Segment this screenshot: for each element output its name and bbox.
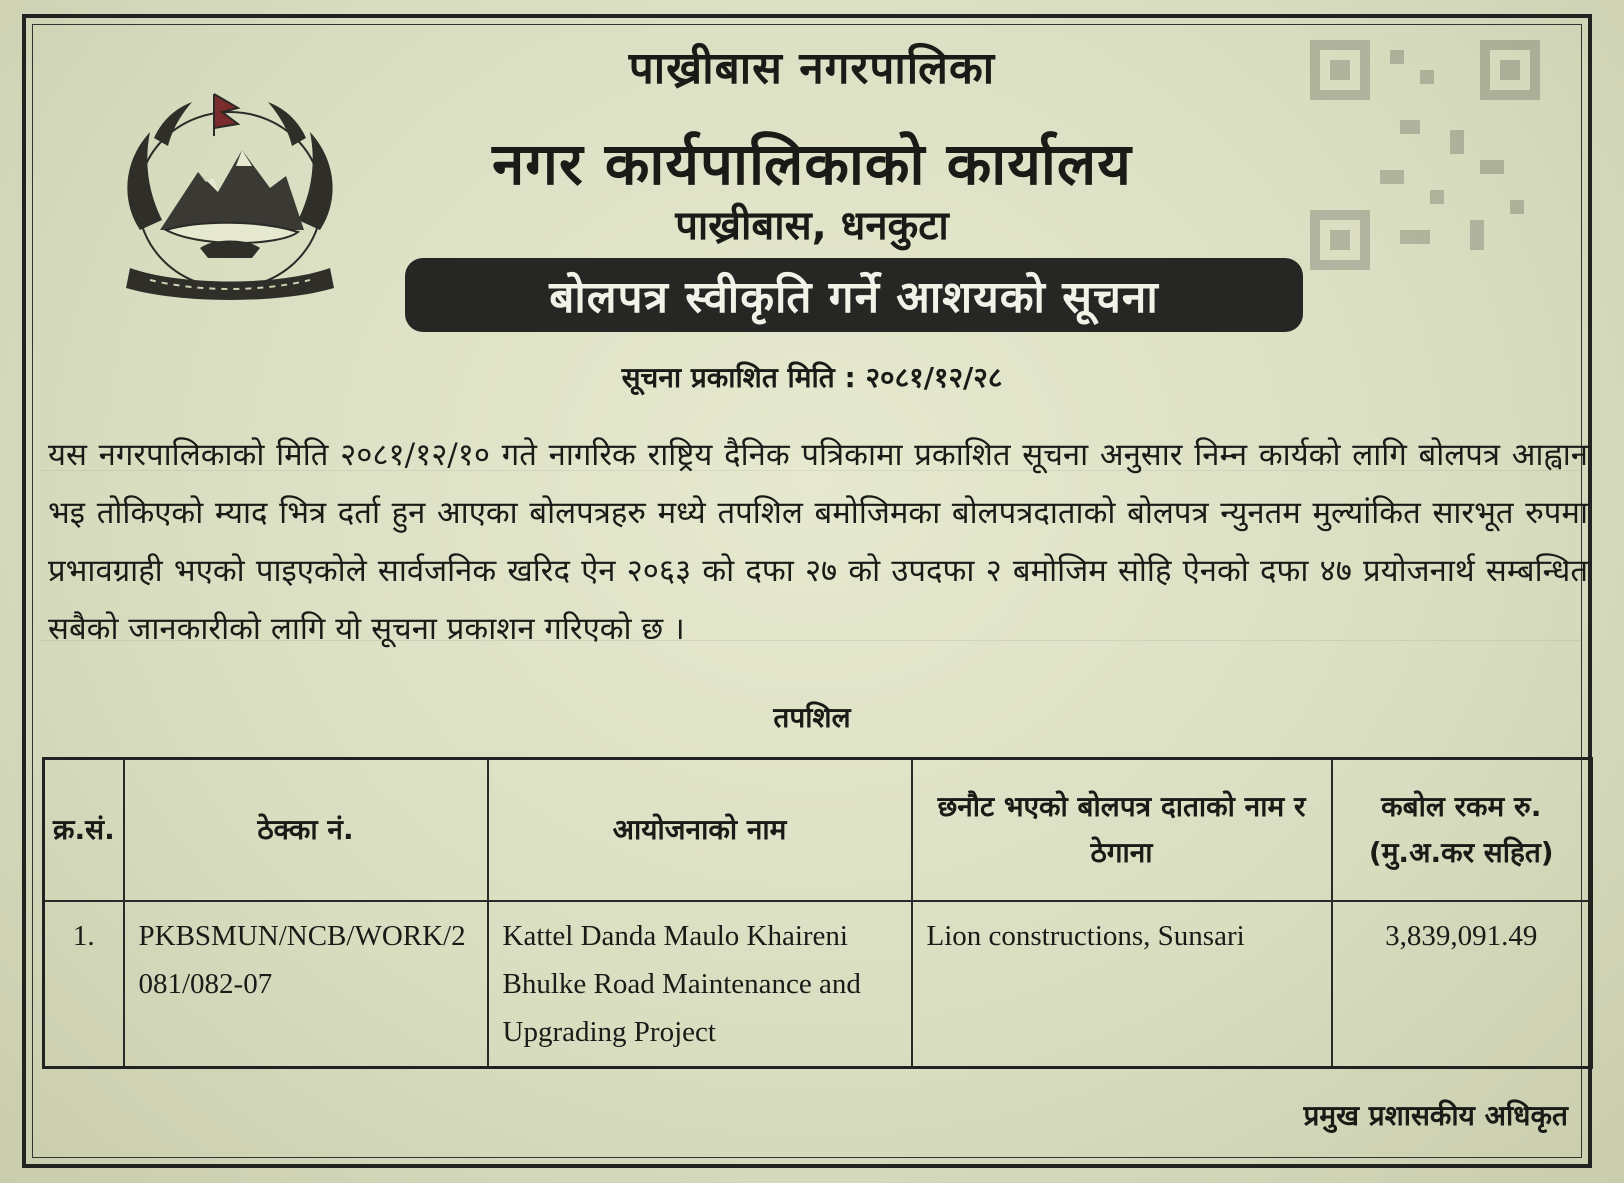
signoff-title: प्रमुख प्रशासकीय अधिकृत <box>1303 1099 1568 1132</box>
column-header-amount: कबोल रकम रु. (मु.अ.कर सहित) <box>1332 759 1592 902</box>
notice-title-banner <box>405 258 1303 332</box>
notice-body-paragraph: यस नगरपालिकाको मिति २०८१/१२/१० गते नागरिक राष्ट्रिय दैनिक पत्रिकामा प्रकाशित सूचना अनुसार निम्न कार्यको लागि बोलपत्र आह्वान भइ तोकिएको म्याद भित्र दर्ता हुन आएका बोलपत्रहरु मध्ये तपशिल बमोजिमका बोलपत्रदाताको बोलपत्र न्युनतम मुल्यांकित सारभूत रुपमा प्रभावग्राही भएको पाइएकोले सार्वजनिक खरिद ऐन २०६३ को दफा २७ को उपदफा २ बमोजिम सोहि ऐनको दफा ४७ प्रयोजनार्थ सम्बन्धित सबैको जानकारीको लागि यो सूचना प्रकाशन गरिएको छ । <box>48 437 1588 647</box>
municipality-name: पाख्रीबास नगरपालिका <box>628 43 996 94</box>
table-header-row <box>44 759 1592 902</box>
office-location: पाख्रीबास, धनकुटा <box>675 203 949 249</box>
cell-bidder: Lion constructions, Sunsari <box>912 901 1332 1068</box>
office-name: नगर कार्यपालिकाको कार्यालय <box>492 130 1132 198</box>
published-date: सूचना प्रकाशित मिति : २०८१/१२/२८ <box>621 361 1003 394</box>
cell-project: Kattel Danda Maulo Khaireni Bhulke Road Maintenance and Upgrading Project <box>488 901 912 1068</box>
notice-title: बोलपत्र स्वीकृति गर्ने आशयको सूचना <box>549 272 1159 323</box>
column-header-contract-no: ठेक्का नं. <box>124 759 488 902</box>
cell-amount: 3,839,091.49 <box>1332 901 1592 1068</box>
column-header-serial: क्र.सं. <box>44 759 124 902</box>
column-header-bidder: छनौट भएको बोलपत्र दाताको नाम र ठेगाना <box>912 759 1332 902</box>
schedule-title: तपशिल <box>773 701 851 734</box>
table-row <box>44 901 1592 1068</box>
schedule-table <box>42 757 1593 1069</box>
column-header-project: आयोजनाको नाम <box>488 759 912 902</box>
cell-serial: 1. <box>44 901 124 1068</box>
cell-contract-no: PKBSMUN/NCB/WORK/2081/082-07 <box>124 901 488 1068</box>
